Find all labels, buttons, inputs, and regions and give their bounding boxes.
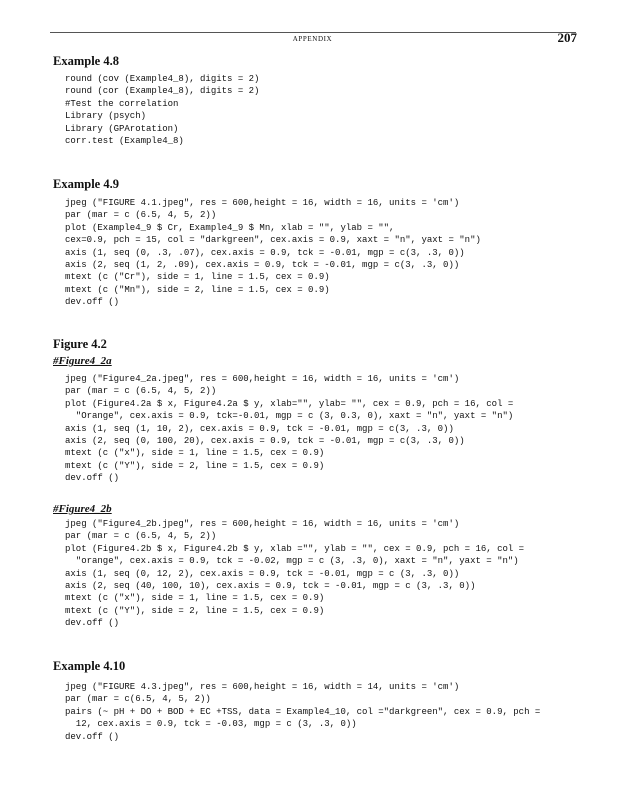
code-line: jpeg ("FIGURE 4.3.jpeg", res = 600,height = 16, width = 14, units = 'cm') [65,682,460,692]
code-line: mtext (c ("Y"), side = 2, line = 1.5, cex = 0.9) [65,460,325,471]
code-line: axis (1, seq (0, .3, .07), cex.axis = 0.9, tck = -0.01, mgp = c(3, .3, 0)) [65,247,465,258]
code-line: axis (1, seq (1, 10, 2), cex.axis = 0.9, tck = -0.01, mgp = c(3, .3, 0)) [65,423,454,434]
code-line: dev.off () [65,731,120,742]
code-line: par (mar = c (6.5, 4, 5, 2)) [65,210,217,221]
section-heading-example-4-8: Example 4.8 [53,54,119,68]
code-line: dev.off () [65,473,120,484]
code-line: dev.off () [65,297,120,308]
code-line: jpeg ("FIGURE 4.1.jpeg", res = 600,height = 16, width = 16, units = 'cm') [65,198,460,208]
code-line: round (cov (Example4_8), digits = 2) [65,74,260,84]
code-line: 12, cex.axis = 0.9, tck = -0.03, mgp = c (3, .3, 0)) [65,719,357,730]
code-block-example-4-8 [65,73,259,147]
code-line: pairs (~ pH + DO + BOD + EC +TSS, data = Example4_10, col ="darkgreen", cex = 0.9, pch = [65,706,541,717]
code-line: plot (Figure4.2b $ x, Figure4.2b $ y, xlab ="", ylab = "", cex = 0.9, pch = 16, col = [65,543,525,554]
section-heading-figure-4-2: Figure 4.2 [53,337,107,351]
code-line: round (cor (Example4_8), digits = 2) [65,86,260,97]
code-line: "orange", cex.axis = 0.9, tck = -0.02, mgp = c (3, .3, 0), xaxt = "n", yaxt = "n") [65,556,519,567]
code-line: dev.off () [65,618,120,629]
code-block-figure4-2a [65,373,513,485]
code-line: #Test the correlation [65,98,179,109]
page-number: 207 [557,30,577,45]
code-line: "Orange", cex.axis = 0.9, tck=-0.01, mgp = c (3, 0.3, 0), xaxt = "n", yaxt = "n") [65,411,514,422]
code-line: Library (psych) [65,111,147,122]
code-line: axis (2, seq (1, 2, .09), cex.axis = 0.9, tck = -0.01, mgp = c(3, .3, 0)) [65,259,460,270]
section-heading-example-4-10: Example 4.10 [53,659,126,673]
subheading-figure4-2a: #Figure4_2a [53,355,112,367]
code-block-example-4-10 [65,681,540,743]
subheading-figure4-2b: #Figure4_2b [53,503,112,515]
code-line: mtext (c ("x"), side = 1, line = 1.5, cex = 0.9) [65,593,325,604]
code-line: mtext (c ("x"), side = 1, line = 1.5, cex = 0.9) [65,448,325,459]
code-line: cex=0.9, pch = 15, col = "darkgreen", cex.axis = 0.9, xaxt = "n", yaxt = "n") [65,235,481,246]
code-line: mtext (c ("Mn"), side = 2, line = 1.5, cex = 0.9) [65,284,330,295]
code-block-figure4-2b [65,518,524,630]
code-line: plot (Example4_9 $ Cr, Example4_9 $ Mn, xlab = "", ylab = "", [65,222,395,233]
code-line: mtext (c ("Y"), side = 2, line = 1.5, cex = 0.9) [65,605,325,616]
code-line: par (mar = c(6.5, 4, 5, 2)) [65,694,211,705]
code-line: plot (Figure4.2a $ x, Figure4.2a $ y, xlab="", ylab= "", cex = 0.9, pch = 16, col = [65,398,514,409]
code-line: axis (2, seq (0, 100, 20), cex.axis = 0.9, tck = -0.01, mgp = c(3, .3, 0)) [65,435,465,446]
header-rule [50,32,576,33]
code-line: jpeg ("Figure4_2b.jpeg", res = 600,height = 16, width = 16, units = 'cm') [65,519,460,529]
code-line: par (mar = c (6.5, 4, 5, 2)) [65,531,217,542]
section-heading-example-4-9: Example 4.9 [53,177,119,191]
code-line: Library (GPArotation) [65,123,179,134]
code-line: jpeg ("Figure4_2a.jpeg", res = 600,height = 16, width = 16, units = 'cm') [65,374,460,384]
code-line: corr.test (Example4_8) [65,135,184,146]
code-line: axis (2, seq (40, 100, 10), cex.axis = 0.9, tck = -0.01, mgp = c (3, .3, 0)) [65,580,476,591]
running-header: APPENDIX [292,35,333,43]
code-block-example-4-9 [65,197,481,309]
code-line: mtext (c ("Cr"), side = 1, line = 1.5, cex = 0.9) [65,272,330,283]
code-line: axis (1, seq (0, 12, 2), cex.axis = 0.9, tck = -0.01, mgp = c (3, .3, 0)) [65,568,460,579]
code-line: par (mar = c (6.5, 4, 5, 2)) [65,386,217,397]
